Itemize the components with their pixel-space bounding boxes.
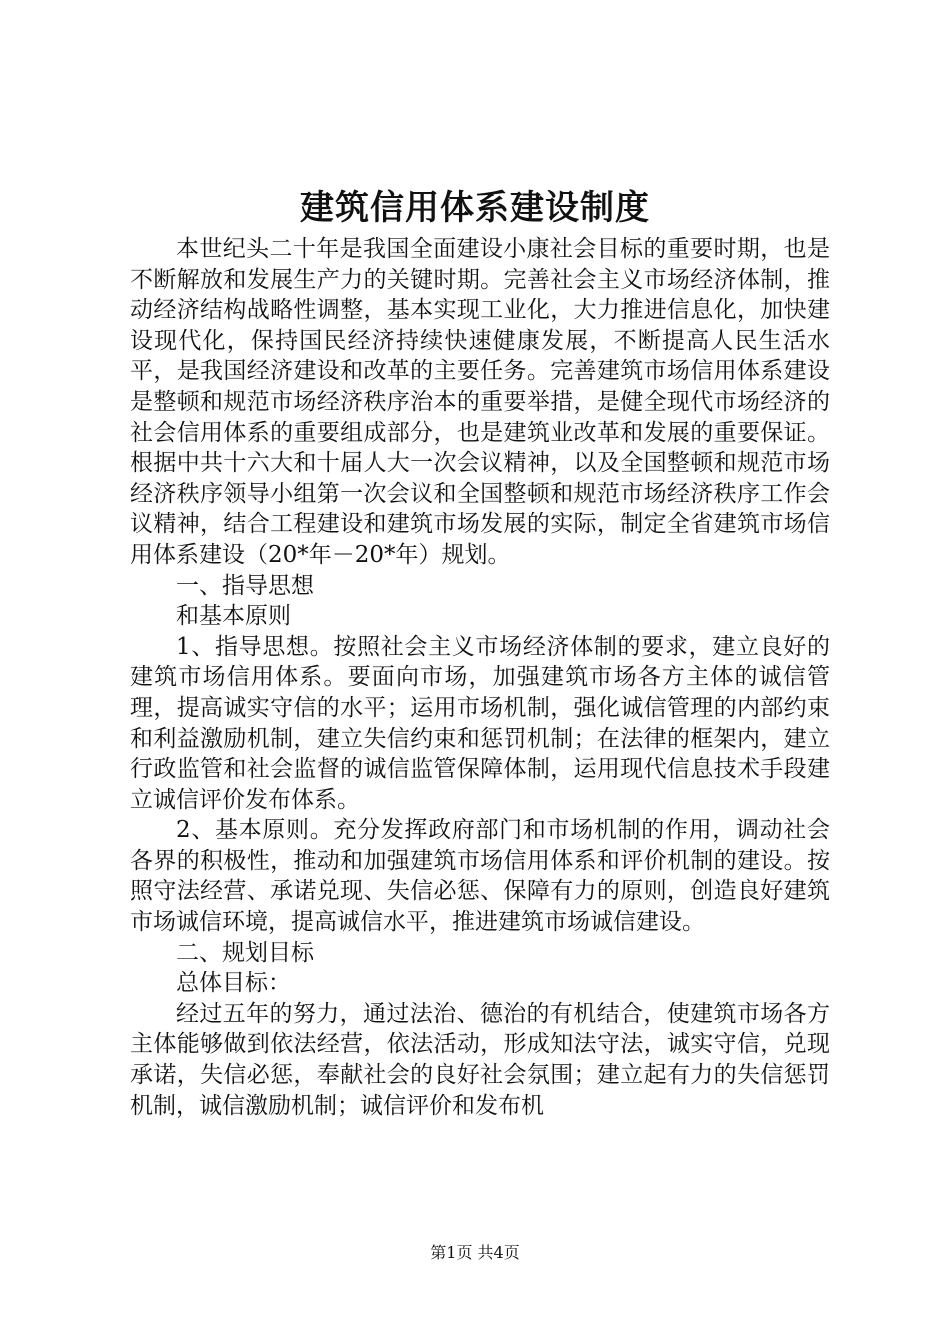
section-heading: 二、规划目标 (176, 939, 314, 966)
document-body (130, 234, 830, 1121)
document-title: 建筑信用体系建设制度 (300, 188, 650, 228)
section-heading-continued: 和基本原则 (176, 603, 291, 630)
page-footer: 第1页 共4页 (430, 1243, 520, 1262)
subheading: 总体目标： (176, 970, 291, 997)
paragraph: 本世纪头二十年是我国全面建设小康社会目标的重要时期，也是不断解放和发展生产力的关键时期。完善社会主义市场经济体制，推动经济结构战略性调整，基本实现工业化，大力推进信息化，加快建设现代化，保持国民经济持续快速健康发展，不断提高人民生活水平，是我国经济建设和改革的主要任务。完善建筑市场信用体系建设是整顿和规范市场经济秩序治本的重要举措，是健全现代市场经济的社会信用体系的重要组成部分，也是建筑业改革和发展的重要保证。根据中共十六大和十届人大一次会议精神，以及全国整顿和规范市场经济秩序领导小组第一次会议和全国整顿和规范市场经济秩序工作会议精神，结合工程建设和建筑市场发展的实际，制定全省建筑市场信用体系建设（20*年－20*年）规划。 (130, 236, 830, 568)
paragraph: 经过五年的努力，通过法治、德治的有机结合，使建筑市场各方主体能够做到依法经营，依法活动，形成知法守法，诚实守信，兑现承诺，失信必惩，奉献社会的良好社会氛围；建立起有力的失信惩罚机制，诚信激励机制；诚信评价和发布机 (130, 1000, 830, 1119)
paragraph: 1、指导思想。按照社会主义市场经济体制的要求，建立良好的建筑市场信用体系。要面向市场，加强建筑市场各方主体的诚信管理，提高诚实守信的水平；运用市场机制，强化诚信管理的内部约束和利益激励机制，建立失信约束和惩罚机制；在法律的框架内，建立行政监管和社会监督的诚信监管保障体制，运用现代信息技术手段建立诚信评价发布体系。 (130, 633, 830, 813)
paragraph: 2、基本原则。充分发挥政府部门和市场机制的作用，调动社会各界的积极性，推动和加强建筑市场信用体系和评价机制的建设。按照守法经营、承诺兑现、失信必惩、保障有力的原则，创造良好建筑市场诚信环境，提高诚信水平，推进建筑市场诚信建设。 (130, 817, 830, 936)
section-heading: 一、指导思想 (176, 572, 314, 599)
